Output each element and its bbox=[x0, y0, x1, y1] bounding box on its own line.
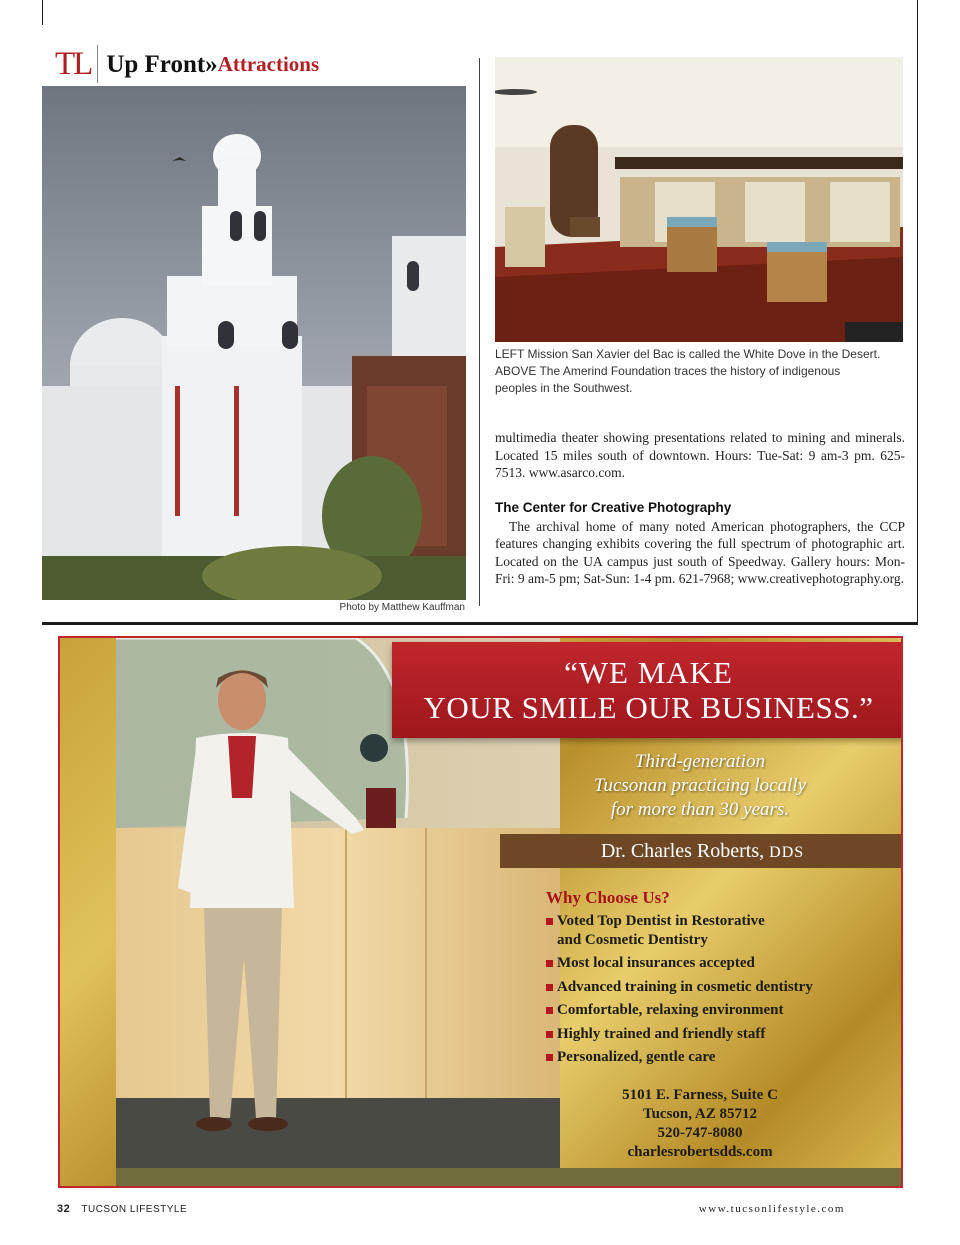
benefits-list bbox=[544, 912, 813, 1072]
mission-photo bbox=[42, 86, 466, 600]
caption-line-1: LEFT Mission San Xavier del Bac is called the White Dove in the Desert. bbox=[495, 347, 881, 361]
caption-line-2: ABOVE The Amerind Foundation traces the history of indigenous bbox=[495, 364, 841, 378]
tagline-line-2: Tucsonan practicing locally bbox=[593, 775, 807, 796]
benefit-item: Most local insurances accepted bbox=[544, 954, 813, 973]
article-ccp bbox=[495, 499, 905, 588]
ad-contact-block bbox=[500, 1086, 900, 1162]
page-footer-left bbox=[57, 1203, 187, 1215]
photo-caption bbox=[495, 346, 905, 397]
intro-paragraph: multimedia theater showing presentations related to mining and minerals. Located 15 miles south of downtown. Hours: Tue-Sat: 9 am-3 pm. 625-7513. www.asarco.com. bbox=[495, 430, 905, 481]
benefit-item-continuation: and Cosmetic Dentistry bbox=[557, 931, 708, 948]
benefit-item: Comfortable, relaxing environment bbox=[544, 1001, 813, 1020]
page-number: 32 bbox=[57, 1203, 71, 1215]
ad-website: charlesrobertsdds.com bbox=[627, 1144, 773, 1160]
museum-photo bbox=[495, 57, 903, 342]
page-header bbox=[55, 44, 319, 84]
benefit-item: Voted Top Dentist in Restorative bbox=[544, 912, 813, 931]
address-line-1: 5101 E. Farness, Suite C bbox=[622, 1087, 778, 1103]
doctor-name-bar bbox=[500, 834, 903, 868]
tagline-line-3: for more than 30 years. bbox=[610, 799, 790, 820]
column-rule bbox=[479, 58, 480, 606]
slogan-line-1: “WE MAKE bbox=[564, 655, 733, 690]
bullet-square-icon bbox=[546, 1007, 553, 1014]
ad-bottom-band bbox=[116, 1168, 903, 1188]
tagline-line-1: Third-generation bbox=[634, 751, 766, 772]
caption-line-3: peoples in the Southwest. bbox=[495, 381, 633, 395]
dentist-advertisement bbox=[58, 636, 903, 1188]
bullet-square-icon bbox=[546, 1031, 553, 1038]
top-frame-left bbox=[42, 0, 43, 25]
publication-name: TUCSON LIFESTYLE bbox=[81, 1204, 188, 1215]
footer-website: www.tucsonlifestyle.com bbox=[698, 1203, 845, 1215]
benefit-item: Personalized, gentle care bbox=[544, 1048, 813, 1067]
doctor-credential: DDS bbox=[769, 844, 805, 861]
bullet-square-icon bbox=[546, 960, 553, 967]
slogan-line-2: YOUR SMILE OUR BUSINESS.” bbox=[423, 690, 874, 725]
photo-credit: Photo by Matthew Kauffman bbox=[339, 602, 465, 613]
benefit-item: Highly trained and friendly staff bbox=[544, 1025, 813, 1044]
ccp-heading: The Center for Creative Photography bbox=[495, 500, 732, 515]
ad-slogan-banner bbox=[392, 642, 903, 738]
address-line-2: Tucson, AZ 85712 bbox=[642, 1106, 758, 1122]
section-title: Up Front» bbox=[106, 50, 218, 78]
bullet-square-icon bbox=[546, 918, 553, 925]
subsection-title: Attractions bbox=[217, 51, 320, 76]
doctor-name: Dr. Charles Roberts, bbox=[600, 840, 765, 862]
top-frame-right bbox=[917, 0, 918, 625]
ccp-paragraph: The archival home of many noted American photographers, the CCP features changing exhibits covering the full spectrum of photographic art. Located on the UA campus just south of Speedway. Gallery hours: Mon-Fri: 9 am-5 pm; Sat-Sun: 1-4 pm. 621-7968; www.creativephotography.org. bbox=[495, 518, 905, 587]
bullet-square-icon bbox=[546, 1054, 553, 1061]
why-choose-heading: Why Choose Us? bbox=[546, 888, 670, 907]
article-intro bbox=[495, 429, 905, 482]
section-divider bbox=[42, 622, 918, 625]
magazine-logo: TL bbox=[55, 45, 92, 82]
ad-tagline bbox=[500, 750, 900, 822]
header-separator bbox=[97, 45, 98, 83]
bullet-square-icon bbox=[546, 984, 553, 991]
benefit-item: Advanced training in cosmetic dentistry bbox=[544, 978, 813, 997]
phone-number: 520-747-8080 bbox=[657, 1125, 743, 1141]
